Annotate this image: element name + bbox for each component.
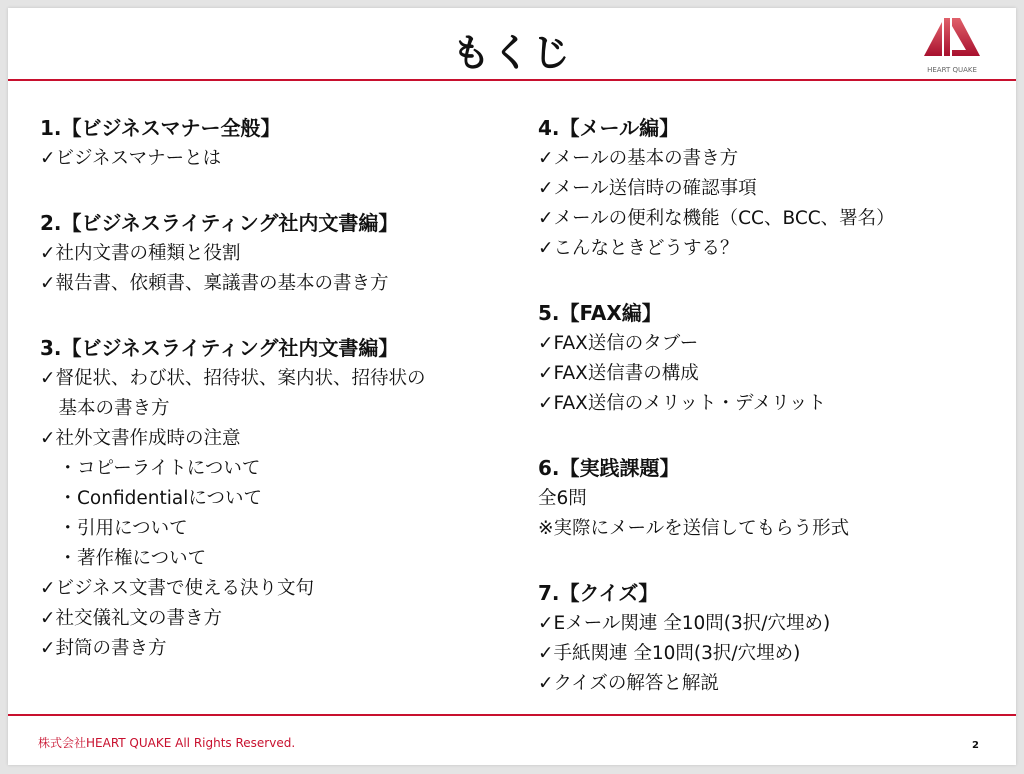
toc-right-column <box>538 112 895 732</box>
toc-item: ✓FAX送信書の構成 <box>538 363 699 384</box>
toc-item: ✓Eメール関連 全10問(3択/穴埋め) <box>538 613 831 634</box>
page-number: 2 <box>972 740 979 751</box>
heart-quake-logo <box>922 14 982 80</box>
section-heading: 3.【ビジネスライティング社内文書編】 <box>40 336 399 360</box>
toc-item: ✓手紙関連 全10問(3択/穴埋め) <box>538 643 801 664</box>
header-divider <box>8 79 1016 81</box>
section-heading: 5.【FAX編】 <box>538 301 662 325</box>
toc-item: ・Confidentialについて <box>40 488 262 509</box>
toc-item: ✓こんなときどうする？ <box>538 238 739 259</box>
section-heading: 4.【メール編】 <box>538 116 680 140</box>
toc-item: ✓FAX送信のタブー <box>538 333 699 354</box>
toc-item: ・引用について <box>40 518 188 539</box>
toc-item: ✓社交儀礼文の書き方 <box>40 608 223 629</box>
toc-item: ✓クイズの解答と解説 <box>538 673 719 694</box>
section-heading: 1.【ビジネスマナー全般】 <box>40 116 281 140</box>
toc-item: ✓メールの基本の書き方 <box>538 148 739 169</box>
toc-section <box>538 297 895 419</box>
section-heading: 2.【ビジネスライティング社内文書編】 <box>40 211 399 235</box>
toc-item: 基本の書き方 <box>40 398 170 419</box>
toc-section <box>40 112 426 174</box>
toc-item: ✓督促状、わび状、招待状、案内状、招待状の <box>40 368 426 389</box>
toc-section <box>538 452 895 544</box>
footer-divider <box>8 714 1016 716</box>
section-heading: 6.【実践課題】 <box>538 456 680 480</box>
toc-item: ✓メールの便利な機能（CC、BCC、署名） <box>538 208 895 229</box>
toc-section <box>538 577 895 699</box>
toc-section <box>538 112 895 264</box>
toc-item: ・著作権について <box>40 548 207 569</box>
toc-item: ・コピーライトについて <box>40 458 261 479</box>
logo-text: HEART QUAKE <box>927 66 977 74</box>
toc-item: ✓社外文書作成時の注意 <box>40 428 241 449</box>
slide <box>8 8 1016 765</box>
toc-item: ✓FAX送信のメリット・デメリット <box>538 393 827 414</box>
section-heading: 7.【クイズ】 <box>538 581 659 605</box>
toc-section <box>40 207 426 299</box>
toc-item: ※実際にメールを送信してもらう形式 <box>538 518 850 539</box>
toc-left-column <box>40 112 426 697</box>
page-title: もくじ <box>451 31 572 75</box>
toc-item: 全6問 <box>538 488 587 509</box>
toc-item: ✓ビジネスマナーとは <box>40 148 222 169</box>
toc-item: ✓社内文書の種類と役割 <box>40 243 241 264</box>
copyright-footer: 株式会社HEART QUAKE All Rights Reserved. <box>38 736 296 750</box>
toc-section <box>40 332 426 664</box>
toc-item: ✓ビジネス文書で使える決り文句 <box>40 578 314 599</box>
toc-item: ✓メール送信時の確認事項 <box>538 178 757 199</box>
toc-item: ✓封筒の書き方 <box>40 638 167 659</box>
toc-item: ✓報告書、依頼書、稟議書の基本の書き方 <box>40 273 389 294</box>
